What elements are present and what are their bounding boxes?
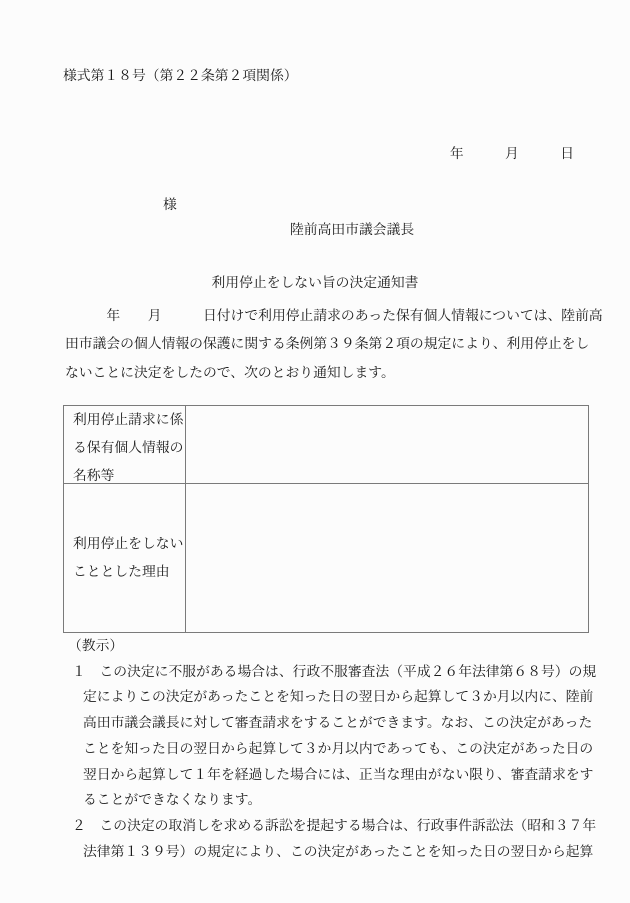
item-number: ２ xyxy=(72,817,86,833)
document-title: 利用停止をしない旨の決定通知書 xyxy=(211,275,419,290)
sender-name: 陸前高田市議会議長 xyxy=(290,222,415,237)
item-number: １ xyxy=(72,663,86,679)
notice-item-1-line: 高田市議会議長に対して審査請求をすることができます。なお、この決定があった xyxy=(83,715,593,731)
row-label-reason xyxy=(64,484,186,632)
notice-item-1-line: ことを知った日の翌日から起算して３か月以内であっても、この決定があった日の xyxy=(83,740,594,756)
notice-item-2-line: 法律第１３９号）の規定により、この決定があったことを知った日の翌日から起算 xyxy=(83,843,594,859)
body-line: 年 月 日付けで利用停止請求のあった保有個人情報については、陸前高 xyxy=(65,308,603,323)
cell-held-info-name-value xyxy=(186,406,588,484)
date-line: 年 月 日 xyxy=(449,146,574,161)
notice-line: この決定の取消しを求める訴訟を提起する場合は、行政事件訴訟法（昭和３７年 xyxy=(99,817,597,833)
notice-item-1-line: 定によりこの決定があったことを知った日の翌日から起算して３か月以内に、陸前 xyxy=(83,689,594,705)
label-line: る保有個人情報の xyxy=(73,440,184,455)
body-line: 田市議会の個人情報の保護に関する条例第３９条第２項の規定により、利用停止をし xyxy=(65,336,590,352)
notice-item-1-line xyxy=(72,659,630,685)
label-line: 名称等 xyxy=(73,468,115,483)
label-line: 利用停止をしない xyxy=(73,536,184,551)
notice-item-1-line: ることができなくなります。 xyxy=(83,792,262,808)
cell-reason-value xyxy=(186,484,588,632)
label-line: こととした理由 xyxy=(73,564,170,579)
notice-item-2-line xyxy=(72,813,630,839)
label-line: 利用停止請求に係 xyxy=(73,412,184,427)
details-table xyxy=(63,405,589,633)
notice-line: この決定に不服がある場合は、行政不服審査法（平成２６年法律第６８号）の規 xyxy=(99,663,597,679)
body-paragraph xyxy=(65,302,603,387)
notice-heading: （教示） xyxy=(68,638,124,653)
legal-notice xyxy=(0,633,630,864)
addressee-line: 様 xyxy=(163,197,177,212)
body-line: ないことに決定をしたので、次のとおり通知します。 xyxy=(65,364,395,380)
notice-item-1-line: 翌日から起算して１年を経過した場合には、正当な理由がない限り、審査請求をす xyxy=(83,766,594,782)
form-number: 様式第１８号（第２２条第２項関係） xyxy=(63,68,298,83)
row-label-held-info-name xyxy=(64,406,186,484)
